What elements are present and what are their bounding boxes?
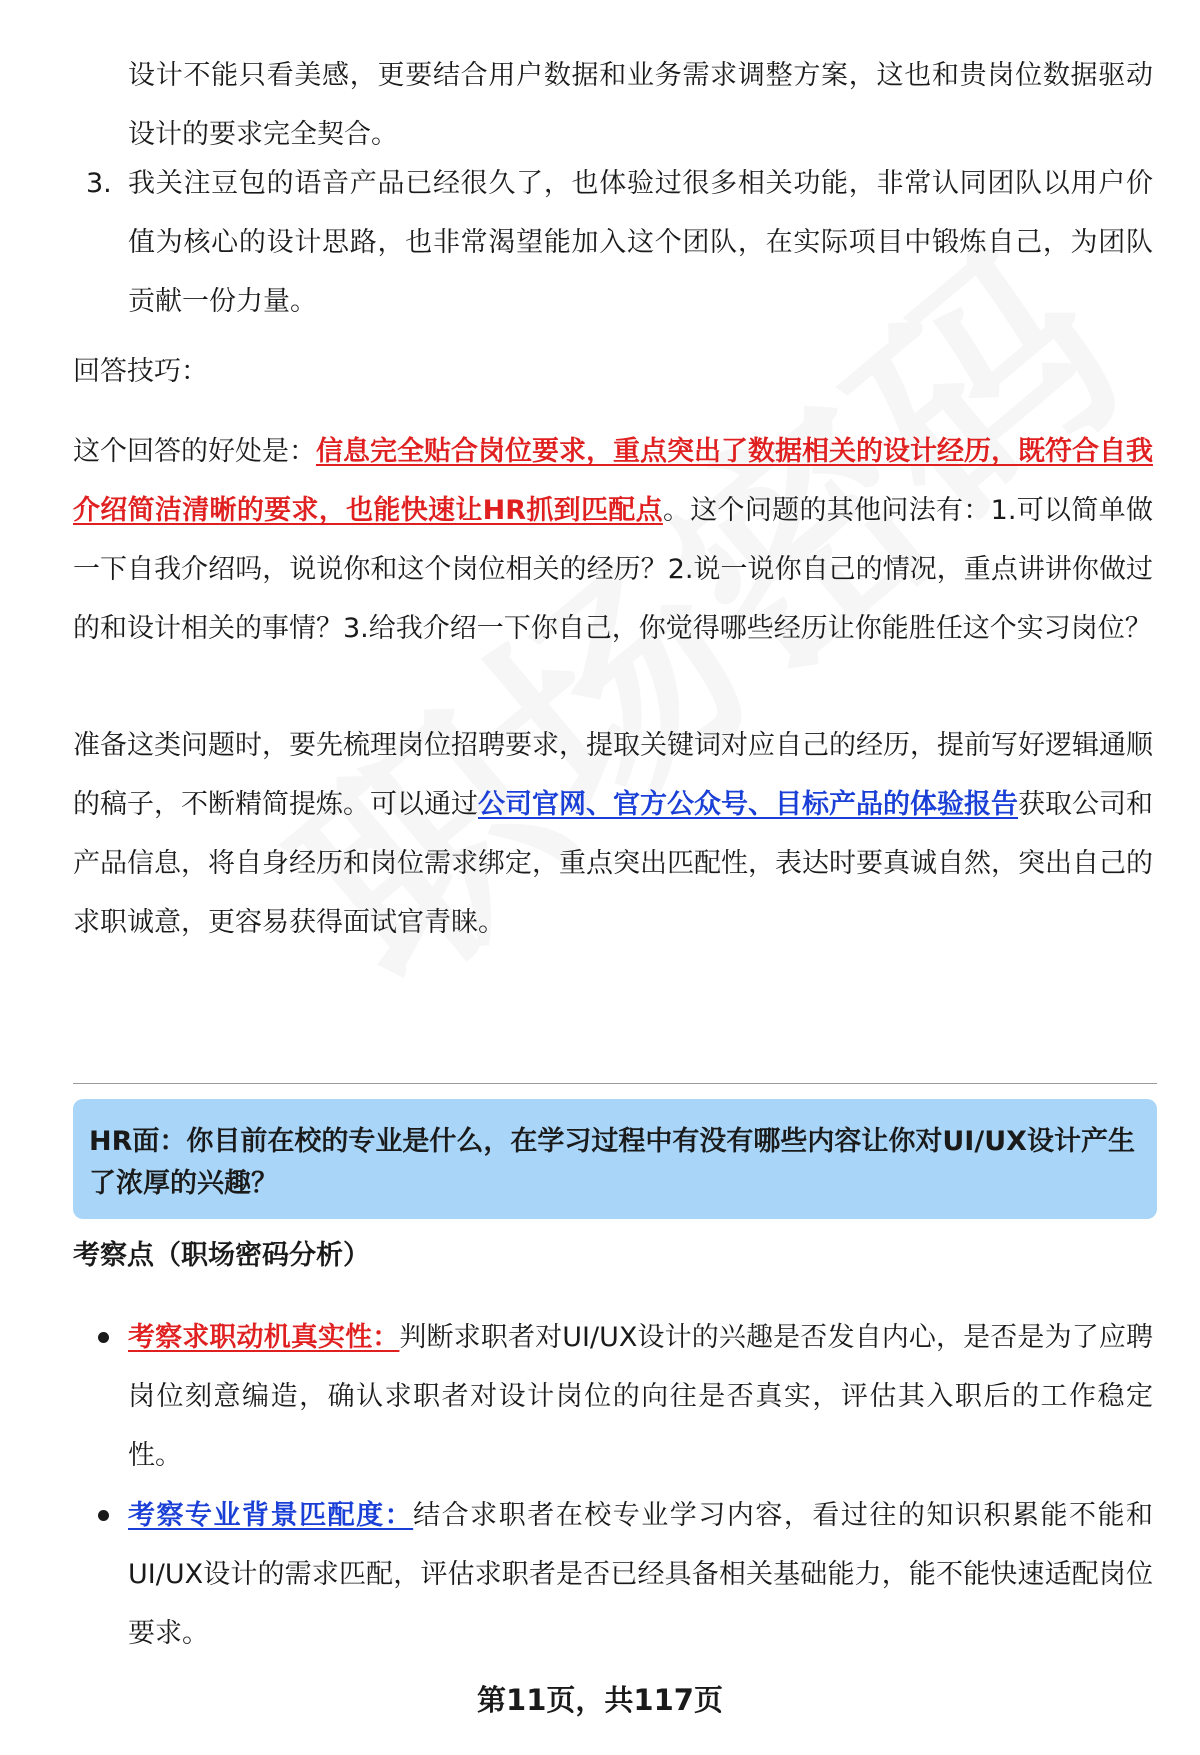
bullet-2-text: 结合求职者在校专业学习内容，看过往的知识积累能不能和UI/UX设计的需求匹配，评估求职者是否已经具备相关基础能力，能不能快速适配岗位要求。 [128,1500,1154,1649]
tips-p1-highlight: 信息完全贴合岗位要求，重点突出了数据相关的设计经历，既符合自我介绍简洁清晰的要求，也能快速让HR抓到匹配点 [73,436,1153,526]
bullet-2-label: 考察专业背景匹配度： [128,1500,414,1531]
bullet-1-text: 判断求职者对UI/UX设计的兴趣是否发自内心，是否是为了应聘岗位刻意编造，确认求职者对设计岗位的向往是否真实，评估其入职后的工作稳定性。 [128,1322,1153,1471]
bullet-dot [98,1332,109,1343]
question-text: HR面：你目前在校的专业是什么，在学习过程中有没有哪些内容让你对UI/UX设计产生了浓厚的兴趣？ [89,1126,1135,1199]
tips-label: 回答技巧： [73,356,208,387]
section-divider [73,1083,1157,1084]
list-item-3: 我关注豆包的语音产品已经很久了，也体验过很多相关功能，非常认同团队以用户价值为核心的设计思路，也非常渴望能加入这个团队，在实际项目中锻炼自己，为团队贡献一份力量。 [128,168,1153,317]
bullet-dot [98,1510,109,1521]
bullet-1-label: 考察求职动机真实性： [128,1322,400,1353]
bullet-item-2 [128,1486,1153,1663]
tips-p2-highlight: 公司官网、官方公众号、目标产品的体验报告 [478,789,1018,820]
tips-p2-prefix: 准备这类问题时，要先梳理岗位招聘要求，提取关键词对应自己的经历，提前写好逻辑通顺的稿子，不断精简提炼。可以通过 [73,730,1153,820]
list-number: 3. [86,168,112,199]
tips-p1-suffix: 。这个问题的其他问法有：1.可以简单做一下自我介绍吗，说说你和这个岗位相关的经历？2.说一说你自己的情况，重点讲讲你做过的和设计相关的事情？3.给我介绍一下你自己，你觉得哪些经历让你能胜任这个实习岗位？ [73,495,1153,644]
page-number: 第11页，共117页 [477,1683,723,1717]
question-box [73,1099,1157,1219]
list-item-continuation: 设计不能只看美感，更要结合用户数据和业务需求调整方案，这也和贵岗位数据驱动设计的要求完全契合。 [128,60,1153,150]
tips-paragraph-1 [73,422,1153,658]
tips-p1-prefix: 这个回答的好处是： [73,436,316,467]
tips-paragraph-2 [73,716,1153,952]
bullet-item-1 [128,1308,1153,1485]
analysis-heading: 考察点（职场密码分析） [73,1240,370,1271]
tips-p2-suffix: 获取公司和产品信息，将自身经历和岗位需求绑定，重点突出匹配性，表达时要真诚自然，突出自己的求职诚意，更容易获得面试官青睐。 [73,789,1153,938]
